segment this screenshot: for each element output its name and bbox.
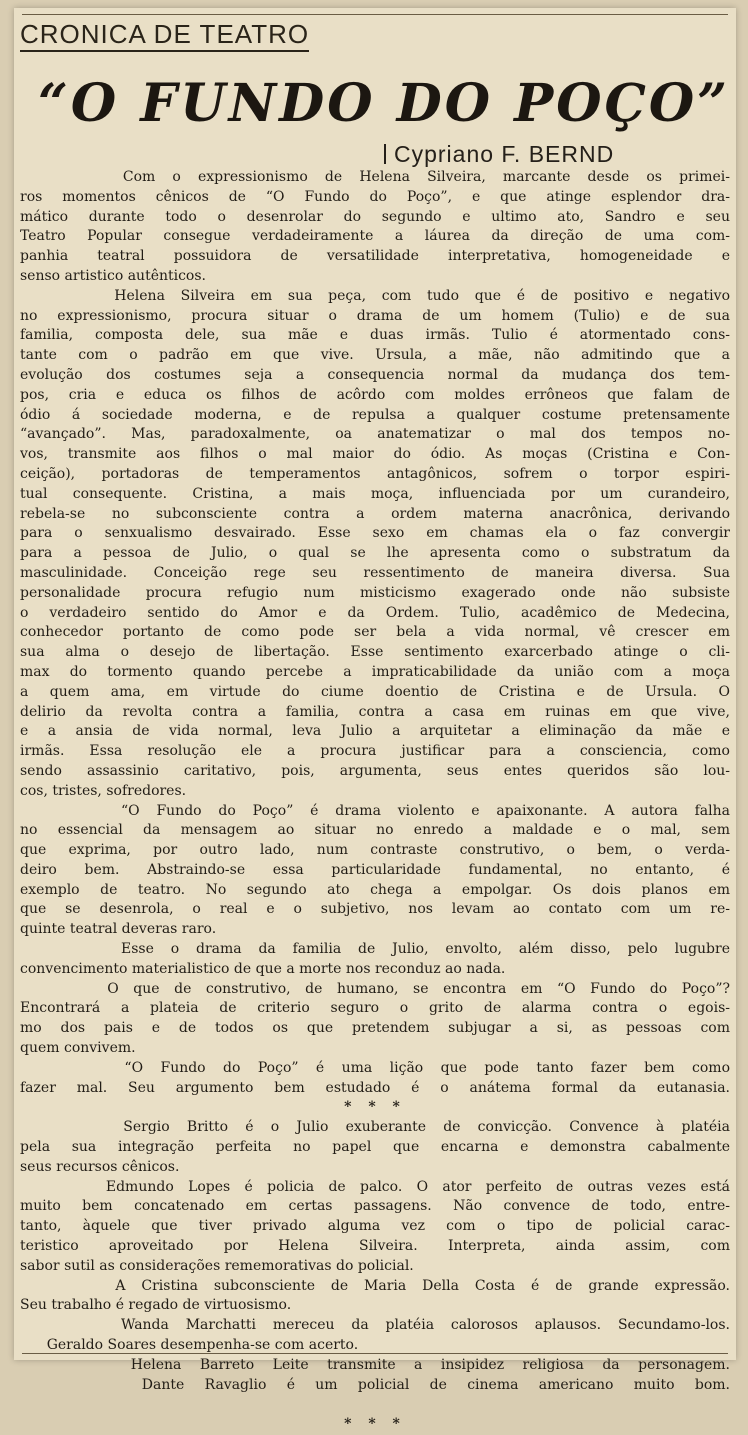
article-line: sendo assassinio caritativo, pois, argumenta, seus entes queridos são lou-: [20, 762, 730, 779]
article-line: Com o expressionismo de Helena Silveira, marcante desde os primei-: [20, 169, 730, 185]
article-line: tual consequente. Cristina, a mais moça, influenciada por um curandeiro,: [20, 485, 730, 502]
article-line: seus recursos cênicos.: [20, 1158, 180, 1175]
article-line: mo dos pais e de todos os que pretendem subjugar a si, as pessoas com: [20, 1020, 730, 1037]
article-line: quinte teatral deveras raro.: [20, 921, 217, 938]
article-line: “O Fundo do Poço” é drama violento e apaixonante. A autora falha: [20, 802, 730, 819]
byline: [384, 140, 614, 168]
article-line: no expressionismo, procura situar o drama de um homem (Tulio) e de sua: [20, 307, 730, 324]
article-line: irmãs. Essa resolução ele a procura justificar para a consciencia, como: [20, 743, 730, 760]
article-line: quem convivem.: [20, 1040, 136, 1057]
article-line: para a pessoa de Julio, o qual se lhe apresenta como o substratum da: [20, 545, 730, 562]
article-line: o verdadeiro sentido do Amor e da Ordem. Tulio, acadêmico de Medecina,: [20, 604, 730, 621]
article-line: conhecedor portanto de como pode ser bela a vida normal, vê crescer em: [20, 624, 730, 641]
article-line: teristico aproveitado por Helena Silveira. Interpreta, ainda assim, com: [20, 1238, 730, 1255]
article-line: Sergio Britto é o Julio exuberante de convicção. Convence à platéia: [20, 1119, 730, 1136]
article-line: familia, composta dele, sua mãe e duas irmãs. Tulio é atormentado cons-: [20, 327, 730, 344]
article-line: no essencial da mensagem ao situar no enredo a maldade e o mal, sem: [20, 822, 730, 839]
article-line: sua alma o desejo de libertação. Esse sentimento exarcerbado atinge o cli-: [20, 644, 730, 661]
article-line: personalidade procura refugio num misticismo exagerado onde não subsiste: [20, 584, 730, 601]
article-line: ros momentos cênicos de “O Fundo do Poço”, e que atinge esplendor dra-: [20, 188, 730, 205]
article-line: Helena Silveira em sua peça, com tudo que é de positivo e negativo: [20, 287, 730, 304]
headline: “O FUNDO DO POÇO”: [38, 73, 731, 134]
article-line: mático durante todo o desenrolar do segundo e ultimo ato, Sandro e seu: [20, 208, 730, 225]
article-line: muito bem concatenado em certas passagens. Não convence de todo, entre-: [20, 1198, 730, 1215]
article-line: Geraldo Soares desempenha-se com acerto.: [20, 1337, 359, 1354]
article-line: “O Fundo do Poço” é uma lição que pode tanto fazer bem como: [20, 1059, 730, 1076]
article-body: [20, 168, 730, 1435]
article-line: fazer mal. Seu argumento bem estudado é o anátema formal da eutanasia.: [20, 1079, 730, 1096]
newspaper-clipping: [14, 8, 736, 1433]
article-line: cos, tristes, sofredores.: [20, 782, 187, 799]
article-line: tante com o padrão em que vive. Ursula, a mãe, não admitindo que a: [20, 347, 730, 364]
article-line: panhia teatral possuidora de versatilidade interpretativa, homogeneidade e: [20, 248, 730, 265]
article-line: pos, cria e educa os filhos de acôrdo com moldes errôneos que falam de: [20, 386, 730, 403]
article-line: rebela-se no subconsciente contra a ordem materna anacrônica, derivando: [20, 505, 730, 522]
article-line: Wanda Marchatti mereceu da platéia calorosos aplausos. Secundamo-los.: [20, 1317, 730, 1334]
article-line: delirio da revolta contra a familia, contra a casa em ruinas em que vive,: [20, 703, 730, 720]
section-title: CRONICA DE TEATRO: [20, 20, 309, 52]
article-line: convencimento materialistico de que a morte nos reconduz ao nada.: [20, 960, 506, 977]
byline-mark: [384, 144, 386, 164]
article-line: sabor sutil as considerações rememorativas do policial.: [20, 1257, 414, 1274]
article-line: masculinidade. Conceição rege seu ressentimento de maneira diversa. Sua: [20, 564, 730, 581]
bottom-rule: [22, 1353, 728, 1354]
separator-asterisks: * * *: [344, 1099, 406, 1116]
article-line: evolução dos costumes seja a consequencia normal da mudança dos tem-: [20, 366, 730, 383]
article-line: “avançado”. Mas, paradoxalmente, oa anatematizar o mal dos tempos no-: [20, 426, 730, 443]
top-rule: [22, 14, 728, 15]
article-line: O que de construtivo, de humano, se encontra em “O Fundo do Poço”?: [20, 980, 730, 997]
article-line: exemplo de teatro. No segundo ato chega a empolgar. Os dois planos em: [20, 881, 730, 898]
article-line: ódio á sociedade moderna, e de repulsa a qualquer costume pretensamente: [20, 406, 730, 423]
article-line: Esse o drama da familia de Julio, envolto, além disso, pelo lugubre: [20, 941, 730, 958]
article-line: senso artistico autênticos.: [20, 267, 206, 284]
article-line: Edmundo Lopes é policia de palco. O ator perfeito de outras vezes está: [20, 1178, 730, 1195]
article-line: que exprima, por outro lado, num contraste construtivo, o bem, o verda-: [20, 842, 730, 859]
article-line: Encontrará a plateia de criterio seguro o grito de alarma contra o egois-: [20, 1000, 730, 1017]
article-line: a quem ama, em virtude do ciume doentio de Cristina e de Ursula. O: [20, 683, 730, 700]
article-line: [20, 1395, 730, 1415]
article-line: Dante Ravaglio é um policial de cinema americano muito bom.: [20, 1376, 730, 1393]
article-line: que se desenrola, o real e o subjetivo, nos levam ao contato com um re-: [20, 901, 730, 918]
article-line: tanto, àquele que tiver privado alguma vez com o tipo de policial carac-: [20, 1218, 730, 1235]
article-line: pela sua integração perfeita no papel que encarna e demonstra cabalmente: [20, 1139, 730, 1156]
byline-text: Cypriano F. BERND: [394, 141, 615, 167]
article-line: max do tormento quando percebe a impraticabilidade da união com a moça: [20, 663, 730, 680]
article-line: Helena Barreto Leite transmite a insipidez religiosa da personagem.: [20, 1356, 730, 1373]
article-line: ceição), portadoras de temperamentos antagônicos, sofrem o torpor espiri-: [20, 465, 730, 482]
article-line: deiro bem. Abstraindo-se essa particularidade fundamental, no entanto, é: [20, 861, 730, 878]
article-line: para o senxualismo desvairado. Esse sexo em chamas ela o faz convergir: [20, 525, 730, 542]
article-line: e a ansia de vida normal, leva Julio a arquitetar a eliminação da mãe e: [20, 723, 730, 740]
article-line: Seu trabalho é regado de virtuosismo.: [20, 1297, 292, 1314]
article-line: vos, transmite aos filhos o mal maior do ódio. As moças (Cristina e Con-: [20, 446, 730, 463]
separator-asterisks: * * *: [344, 1416, 406, 1433]
article-line: A Cristina subconsciente de Maria Della Costa é de grande expressão.: [20, 1277, 730, 1294]
article-line: Teatro Popular consegue verdadeiramente a láurea da direção de uma com-: [20, 228, 730, 245]
